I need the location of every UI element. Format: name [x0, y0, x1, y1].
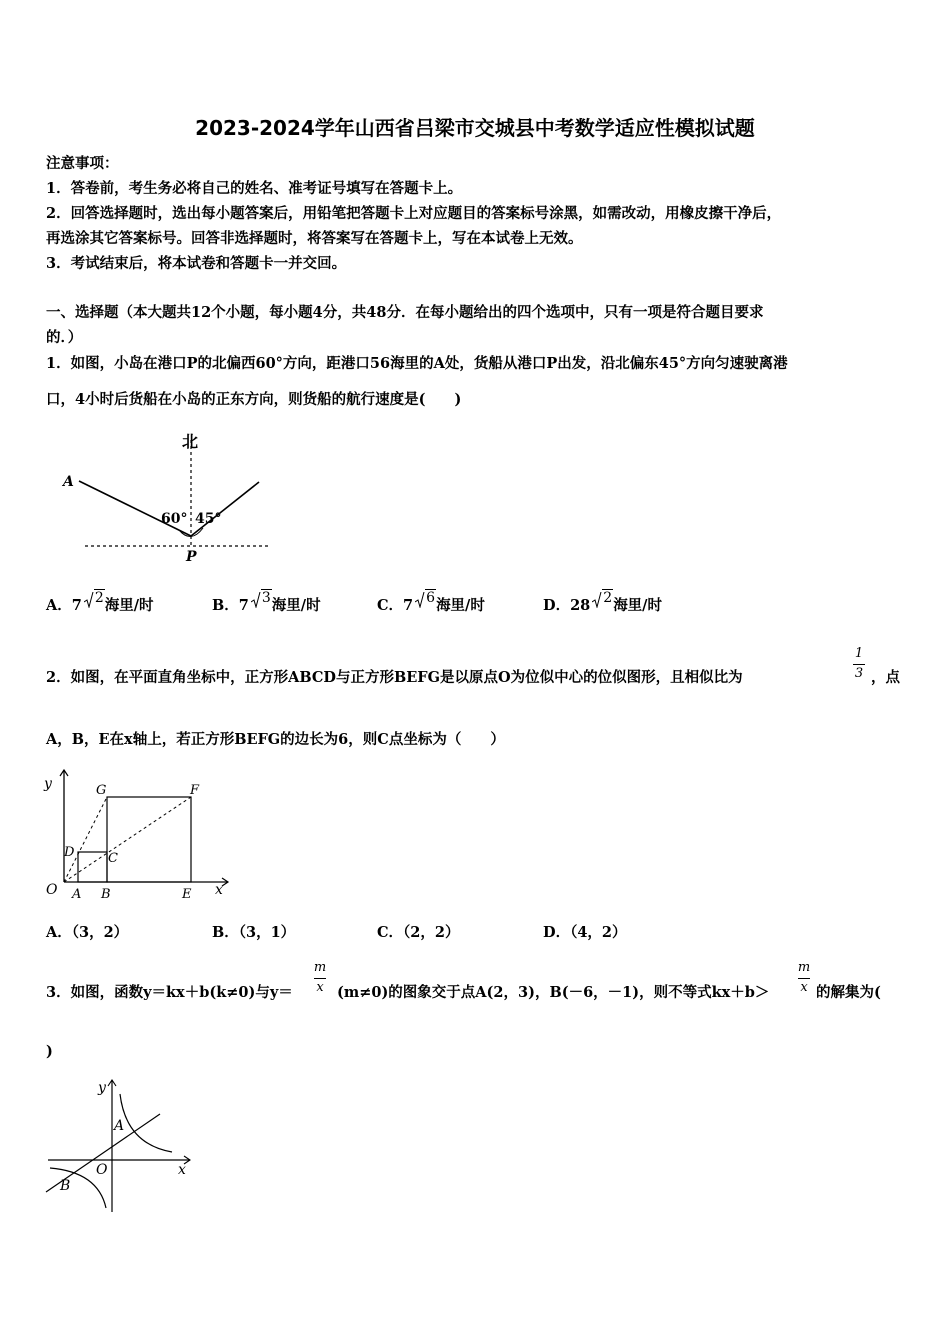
point-f-label: F	[190, 783, 200, 798]
square-abcd	[78, 852, 107, 882]
ray-of	[64, 797, 191, 882]
q2-option-d[interactable]: D．（4，2）	[543, 924, 627, 941]
q3-figure	[40, 1074, 200, 1219]
q1-option-a[interactable]: A．7 2海里/时	[46, 590, 154, 614]
notice-item: 3．考试结束后，将本试卷和答题卡一并交回。	[46, 255, 347, 272]
q3-fraction-2: $\frac{m}{x}$	[797, 960, 811, 995]
q3-stem-part3: 的解集为(	[816, 984, 881, 1001]
north-label: 北	[182, 432, 199, 451]
q1-option-d[interactable]: D．28 2海里/时	[543, 590, 662, 614]
point-c-label: C	[108, 851, 118, 866]
point-a-label: A	[72, 887, 82, 902]
square-befg	[107, 797, 191, 882]
line-pa	[79, 481, 191, 536]
q1-figure	[55, 428, 285, 568]
q2-option-b[interactable]: B．（3，1）	[212, 924, 296, 941]
point-p-label: P	[186, 549, 197, 565]
line-pb	[191, 482, 259, 536]
notice-item: 再选涂其它答案标号。回答非选择题时，将答案写在答题卡上，写在本试卷上无效。	[46, 230, 583, 247]
point-a-label: A	[114, 1118, 125, 1134]
page-title: 2023-2024学年山西省吕梁市交城县中考数学适应性模拟试题	[195, 116, 755, 140]
q1-stem: 1．如图，小岛在港口P的北偏西60°方向，距港口56海里的A处，货船从港口P出发，沿北偏东45°方向匀速驶离港	[46, 355, 788, 372]
ray-og	[64, 797, 107, 882]
notice-heading: 注意事项：	[46, 155, 119, 172]
q3-stem-part1: 3．如图，函数y＝kx＋b(k≠0)与y＝	[46, 984, 293, 1001]
x-label: x	[178, 1162, 186, 1178]
q3-stem-part2: (m≠0)的图象交于点A(2，3)，B(－6，－1)，则不等式kx＋b＞	[337, 984, 770, 1001]
point-g-label: G	[96, 783, 107, 798]
q2-stem: 2．如图，在平面直角坐标中，正方形ABCD与正方形BEFG是以原点O为位似中心的位似图形，且相似比为	[46, 669, 743, 686]
q2-option-a[interactable]: A．（3，2）	[46, 924, 129, 941]
notice-item: 2．回答选择题时，选出每小题答案后，用铅笔把答题卡上对应题目的答案标号涂黑，如需改动，用橡皮擦干净后，	[46, 205, 782, 222]
q2-stem-cont: A，B，E在x轴上，若正方形BEFG的边长为6，则C点坐标为（ ）	[46, 731, 505, 748]
angle-60-label: 60°	[161, 511, 188, 527]
notice-item: 1．答卷前，考生务必将自己的姓名、准考证号填写在答题卡上。	[46, 180, 463, 197]
q3-fraction-1: $\frac{m}{x}$	[313, 960, 327, 995]
q1-option-c[interactable]: C．7 6海里/时	[377, 590, 485, 614]
point-e-label: E	[182, 887, 192, 902]
section-heading-cont: 的．）	[46, 329, 83, 346]
point-d-label: D	[64, 845, 75, 860]
q2-option-c[interactable]: C．（2，2）	[377, 924, 460, 941]
point-a-label: A	[63, 474, 74, 490]
q1-option-b[interactable]: B．7 3海里/时	[212, 590, 321, 614]
origin-label: O	[46, 882, 58, 898]
point-b-label: B	[60, 1178, 71, 1194]
angle-45-label: 45°	[195, 511, 222, 527]
x-label: x	[215, 882, 223, 898]
point-b-label: B	[101, 887, 111, 902]
q1-stem-cont: 口，4小时后货船在小岛的正东方向，则货船的航行速度是( )	[46, 391, 462, 408]
q2-stem-tail: ，点	[871, 669, 900, 686]
q2-figure	[40, 764, 240, 904]
origin-label: O	[96, 1162, 108, 1178]
y-label: y	[44, 776, 52, 792]
q3-stem-cont: )	[46, 1043, 53, 1060]
section-heading: 一、选择题（本大题共12个小题，每小题4分，共48分．在每小题给出的四个选项中，只有一项是符合题目要求	[46, 304, 764, 321]
q2-ratio: $\frac{1}{3}$	[854, 646, 864, 681]
y-label: y	[98, 1080, 106, 1096]
